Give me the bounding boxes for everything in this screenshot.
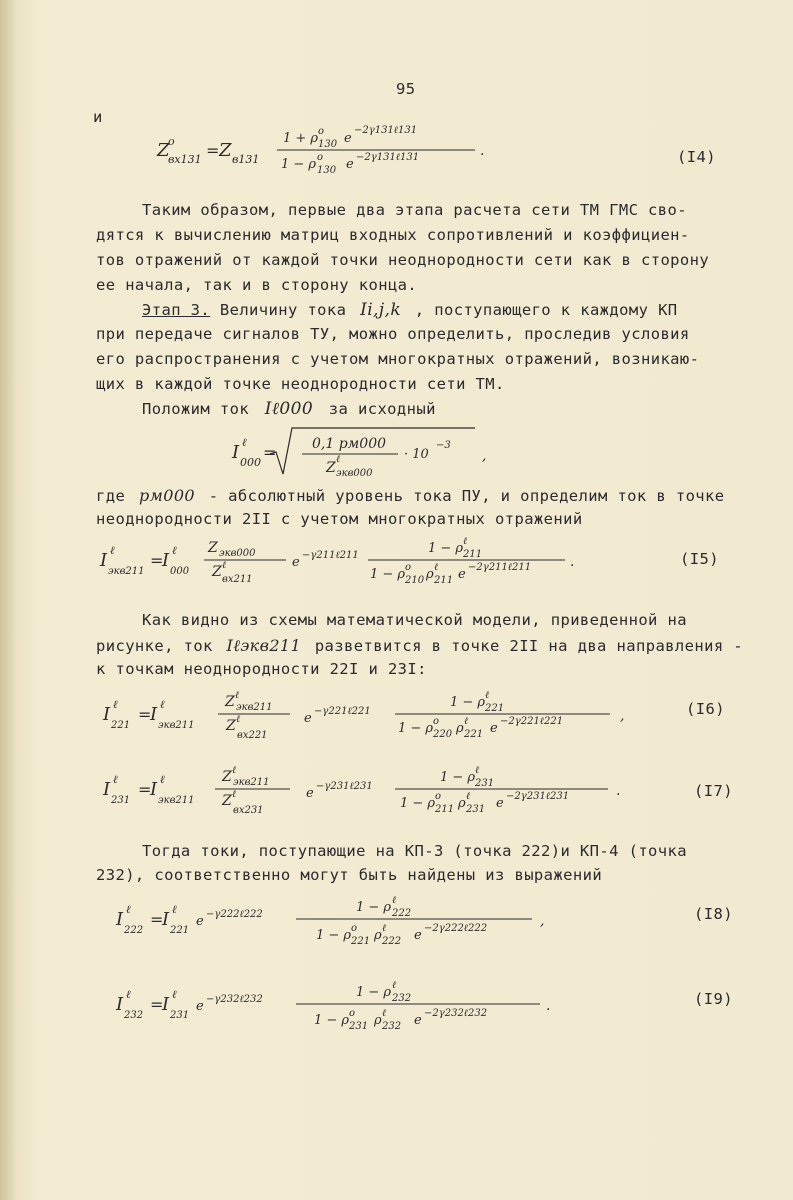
svg-text:222: 222: [392, 908, 412, 919]
svg-text:e: e: [196, 914, 204, 929]
equation-number: (I8): [694, 905, 733, 923]
svg-text:1 − ρ: 1 − ρ: [440, 770, 476, 785]
svg-text:ℓ: ℓ: [392, 980, 397, 991]
svg-text:231: 231: [170, 1010, 190, 1021]
svg-text:Z: Z: [225, 694, 235, 710]
svg-text:ρ: ρ: [426, 567, 434, 582]
svg-text:ℓ: ℓ: [485, 690, 490, 701]
text-span: - абсолютный уровень тока ПУ, и определим ток в точке: [208, 487, 725, 505]
svg-text:231: 231: [466, 804, 486, 815]
svg-text:221: 221: [464, 729, 484, 740]
svg-text:Z: Z: [212, 564, 222, 580]
svg-text:1 − ρ: 1 − ρ: [314, 1013, 350, 1028]
svg-text:1 − ρ: 1 − ρ: [370, 567, 406, 582]
svg-text:1 − ρ: 1 − ρ: [428, 541, 464, 556]
text-line: Как видно из схемы математической модели, приведенной на: [142, 611, 687, 629]
svg-text:.: .: [480, 143, 485, 159]
equation-number: (I9): [694, 990, 733, 1008]
stage-heading: Этап 3.: [142, 301, 211, 319]
svg-text:ℓ: ℓ: [336, 454, 341, 465]
svg-text:1 − ρ: 1 − ρ: [356, 900, 392, 915]
equation-number: (I5): [680, 550, 719, 568]
svg-text:222: 222: [382, 936, 402, 947]
inline-symbol: Iℓэкв211: [226, 636, 302, 655]
svg-text:I: I: [116, 994, 124, 1015]
svg-text:o: o: [318, 126, 325, 137]
svg-text:ℓ: ℓ: [110, 544, 115, 557]
svg-text:232: 232: [382, 1021, 402, 1032]
svg-text:210: 210: [405, 575, 425, 586]
svg-text:I: I: [150, 779, 158, 800]
text-span: Положим ток: [142, 400, 250, 418]
text-span: где: [96, 487, 126, 505]
svg-text:−γ232ℓ232: −γ232ℓ232: [206, 994, 263, 1005]
svg-text:−2γ221ℓ221: −2γ221ℓ221: [500, 716, 564, 727]
svg-text:ℓ: ℓ: [172, 903, 177, 916]
svg-text:e: e: [414, 928, 422, 943]
svg-text:экв000: экв000: [336, 468, 373, 479]
equation-17: [0, 755, 793, 825]
svg-text:211: 211: [435, 804, 455, 815]
text-span: , поступающего к каждому КП: [414, 301, 678, 319]
svg-text:232: 232: [124, 1010, 144, 1021]
text-line: ее начала, так и в сторону конца.: [96, 276, 418, 294]
svg-text:I: I: [162, 909, 170, 930]
svg-text:экв211: экв211: [236, 702, 273, 713]
svg-text:ℓ: ℓ: [434, 562, 439, 573]
inline-symbol: Iℓ000: [264, 399, 314, 419]
svg-text:000: 000: [170, 566, 190, 577]
svg-text:1 − ρ: 1 − ρ: [398, 721, 434, 736]
svg-text:220: 220: [433, 729, 453, 740]
svg-text:−γ211ℓ211: −γ211ℓ211: [302, 550, 359, 561]
svg-text:e: e: [490, 721, 498, 736]
svg-text:· 10: · 10: [404, 447, 429, 462]
svg-text:−2γ211ℓ211: −2γ211ℓ211: [468, 562, 532, 573]
equation-number: (I6): [686, 700, 725, 718]
svg-text:I: I: [150, 704, 158, 725]
svg-text:o: o: [435, 791, 442, 802]
svg-text:211: 211: [434, 575, 454, 586]
svg-text:ℓ: ℓ: [113, 773, 118, 786]
svg-text:I: I: [162, 994, 170, 1015]
svg-text:−γ221ℓ221: −γ221ℓ221: [314, 706, 371, 717]
svg-text:ℓ: ℓ: [242, 436, 247, 449]
text-line: дятся к вычислению матриц входных сопротивлений и коэффициен-: [96, 226, 690, 244]
svg-text:экв211: экв211: [108, 566, 145, 577]
svg-text:=: =: [138, 780, 152, 799]
svg-text:.: .: [546, 998, 551, 1014]
text-span: Величину тока: [219, 301, 347, 319]
svg-text:=: =: [150, 995, 164, 1014]
svg-text:I: I: [103, 779, 111, 800]
svg-text:o: o: [168, 135, 175, 148]
svg-text:−γ231ℓ231: −γ231ℓ231: [316, 781, 373, 792]
svg-text:e: e: [196, 999, 204, 1014]
svg-text:231: 231: [349, 1021, 369, 1032]
svg-text:ℓ: ℓ: [172, 544, 177, 557]
svg-text:000: 000: [240, 456, 261, 469]
text-span: разветвится в точке 2II на два направления -: [314, 637, 744, 655]
svg-text:ℓ: ℓ: [126, 903, 131, 916]
text-line: его распространения с учетом многократных отражений, возникаю-: [96, 350, 700, 368]
svg-text:e: e: [344, 131, 352, 146]
svg-text:ℓ: ℓ: [392, 895, 397, 906]
svg-text:e: e: [306, 786, 314, 801]
svg-text:I: I: [116, 909, 124, 930]
text-line: неоднородности 2II с учетом многократных отражений: [96, 510, 583, 528]
svg-text:ℓ: ℓ: [160, 773, 165, 786]
svg-text:ℓ: ℓ: [113, 698, 118, 711]
svg-text:−γ222ℓ222: −γ222ℓ222: [206, 909, 263, 920]
svg-text:1 − ρ: 1 − ρ: [316, 928, 352, 943]
equation-number: (I4): [677, 148, 716, 166]
text-line: [96, 486, 725, 505]
svg-text:e: e: [458, 567, 466, 582]
svg-text:231: 231: [111, 795, 131, 806]
text-line: Таким образом, первые два этапа расчета сети ТМ ГМС сво-: [142, 201, 687, 219]
inline-symbol: pм000: [138, 486, 195, 505]
svg-text:I: I: [100, 550, 108, 571]
svg-text:ℓ: ℓ: [463, 536, 468, 547]
svg-text:вх131: вх131: [168, 153, 202, 166]
text-line: [142, 399, 436, 419]
svg-text:вх221: вх221: [237, 730, 268, 741]
text-line: [96, 636, 743, 656]
svg-text:e: e: [292, 555, 300, 570]
svg-text:−3: −3: [436, 440, 451, 451]
svg-text:=: =: [138, 705, 152, 724]
svg-text:=: =: [150, 910, 164, 929]
svg-text:221: 221: [111, 720, 131, 731]
text-span: за исходный: [328, 400, 436, 418]
svg-text:Z: Z: [157, 140, 170, 161]
svg-text:ℓ: ℓ: [232, 789, 237, 800]
svg-text:ℓ: ℓ: [235, 690, 240, 701]
svg-text:211: 211: [463, 549, 483, 560]
page-number: 95: [396, 80, 416, 98]
svg-text:I: I: [232, 442, 240, 463]
svg-text:Z: Z: [208, 540, 218, 556]
svg-text:e: e: [496, 796, 504, 811]
svg-text:o: o: [349, 1008, 356, 1019]
svg-text:=: =: [263, 443, 277, 462]
svg-text:ℓ: ℓ: [382, 1008, 387, 1019]
svg-text:1 − ρ: 1 − ρ: [450, 695, 486, 710]
svg-text:I: I: [103, 704, 111, 725]
svg-text:ℓ: ℓ: [172, 988, 177, 1001]
svg-text:−2γ131ℓ131: −2γ131ℓ131: [354, 125, 418, 136]
svg-text:1 − ρ: 1 − ρ: [281, 157, 317, 172]
svg-text:e: e: [346, 157, 354, 172]
equation-14-render: [0, 0, 793, 200]
svg-text:ℓ: ℓ: [222, 560, 227, 571]
svg-text:экв000: экв000: [219, 548, 256, 559]
svg-text:o: o: [317, 152, 324, 163]
svg-text:ℓ: ℓ: [232, 765, 237, 776]
svg-text:,: ,: [540, 913, 545, 929]
svg-text:ℓ: ℓ: [160, 698, 165, 711]
svg-text:экв211: экв211: [233, 777, 270, 788]
svg-text:o: o: [405, 562, 412, 573]
svg-text:o: o: [433, 716, 440, 727]
text-line: [142, 300, 678, 320]
svg-text:130: 130: [318, 139, 338, 150]
svg-text:Z: Z: [222, 793, 232, 809]
svg-text:−2γ222ℓ222: −2γ222ℓ222: [424, 923, 488, 934]
svg-text:ℓ: ℓ: [236, 714, 241, 725]
svg-text:1 − ρ: 1 − ρ: [400, 796, 436, 811]
equation-18: [0, 885, 793, 955]
svg-text:.: .: [570, 554, 575, 570]
text-line: тов отражений от каждой точки неоднородности сети как в сторону: [96, 251, 710, 269]
svg-text:ℓ: ℓ: [466, 791, 471, 802]
svg-text:Z: Z: [222, 769, 232, 785]
text-line: к точкам неоднородности 22I и 23I:: [96, 660, 427, 678]
svg-text:Z: Z: [219, 140, 232, 161]
svg-text:232: 232: [392, 993, 412, 1004]
equation-16: [0, 680, 793, 750]
svg-text:экв211: экв211: [158, 720, 195, 731]
text-span: рисунке, ток: [96, 637, 213, 655]
svg-text:ρ: ρ: [456, 721, 464, 736]
svg-text:ρ: ρ: [458, 796, 466, 811]
svg-text:экв211: экв211: [158, 795, 195, 806]
svg-text:=: =: [150, 551, 164, 570]
svg-text:,: ,: [620, 708, 625, 724]
svg-text:221: 221: [485, 703, 505, 714]
svg-text:I: I: [162, 550, 170, 571]
equation-15: [0, 530, 793, 590]
svg-text:ℓ: ℓ: [464, 716, 469, 727]
svg-text:=: =: [206, 141, 220, 160]
svg-text:Z: Z: [226, 718, 236, 734]
svg-text:−2γ131ℓ131: −2γ131ℓ131: [356, 152, 420, 163]
svg-text:в131: в131: [232, 153, 260, 166]
svg-text:вх231: вх231: [233, 805, 264, 816]
svg-text:221: 221: [351, 936, 371, 947]
svg-text:,: ,: [482, 448, 487, 464]
text-line: щих в каждой точке неоднородности сети ТМ.: [96, 375, 505, 393]
svg-text:222: 222: [124, 925, 144, 936]
text-line: при передаче сигналов ТУ, можно определить, проследив условия: [96, 325, 690, 343]
svg-text:1 + ρ: 1 + ρ: [283, 131, 319, 146]
text-line: Тогда токи, поступающие на КП-3 (точка 222)и КП-4 (точка: [142, 842, 687, 860]
svg-text:−2γ232ℓ232: −2γ232ℓ232: [424, 1008, 488, 1019]
svg-text:130: 130: [317, 165, 337, 176]
equation-19: [0, 970, 793, 1040]
svg-text:ρ: ρ: [374, 1013, 382, 1028]
svg-text:e: e: [414, 1013, 422, 1028]
svg-text:−2γ231ℓ231: −2γ231ℓ231: [506, 791, 570, 802]
text-line: 232), соответственно могут быть найдены из выражений: [96, 866, 603, 884]
svg-text:0,1 pм000: 0,1 pм000: [312, 436, 387, 452]
text-line: и: [93, 108, 103, 126]
svg-text:ρ: ρ: [374, 928, 382, 943]
svg-text:e: e: [304, 711, 312, 726]
svg-text:231: 231: [475, 778, 495, 789]
svg-text:вх211: вх211: [222, 574, 253, 585]
svg-text:ℓ: ℓ: [475, 765, 480, 776]
inline-symbol: Ii,j,k: [360, 300, 402, 320]
svg-text:ℓ: ℓ: [126, 988, 131, 1001]
svg-text:.: .: [616, 783, 621, 799]
svg-text:o: o: [351, 923, 358, 934]
svg-text:221: 221: [170, 925, 190, 936]
equation-number: (I7): [694, 782, 733, 800]
svg-text:ℓ: ℓ: [382, 923, 387, 934]
svg-text:1 − ρ: 1 − ρ: [356, 985, 392, 1000]
svg-text:Z: Z: [326, 460, 336, 476]
